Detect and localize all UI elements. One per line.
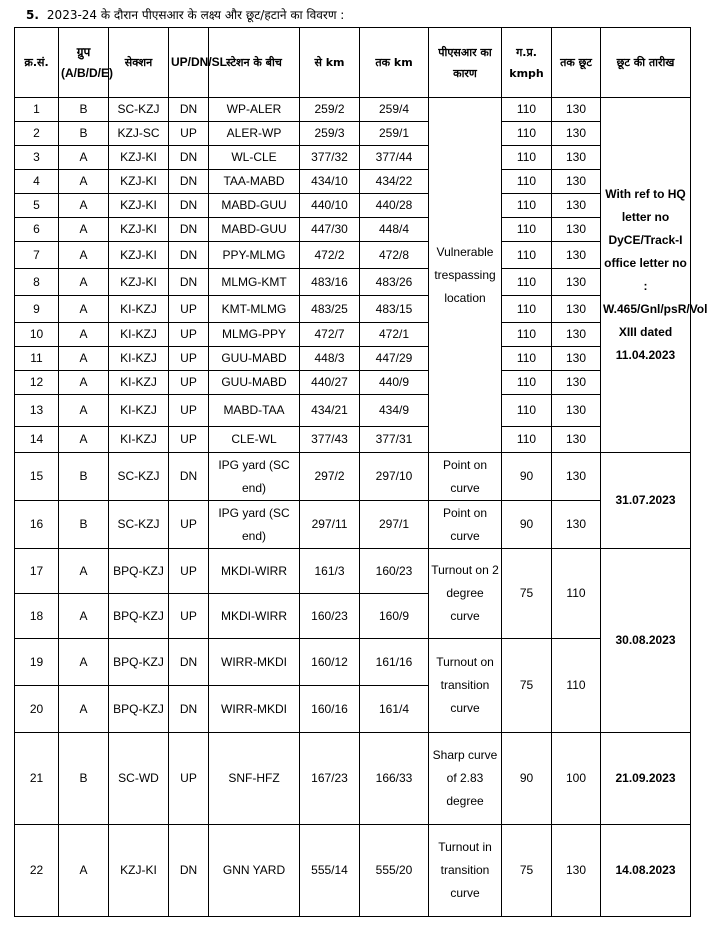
cell-to-km: 472/8: [360, 242, 429, 269]
cell-reason: Sharp curve of 2.83 degree: [429, 733, 502, 825]
header-speed: ग.प्र. kmph: [502, 28, 552, 98]
cell-direction: UP: [169, 122, 209, 146]
header-group: ग्रुप (A/B/D/E): [59, 28, 109, 98]
cell-group: A: [59, 395, 109, 427]
cell-stations: MABD-GUU: [209, 194, 300, 218]
table-body: [15, 98, 707, 917]
cell-stations: MLMG-PPY: [209, 323, 300, 347]
cell-direction: UP: [169, 371, 209, 395]
cell-direction: DN: [169, 453, 209, 501]
cell-direction: UP: [169, 296, 209, 323]
cell-to-km: 377/44: [360, 146, 429, 170]
cell-section: BPQ-KZJ: [109, 639, 169, 686]
cell-relax-date: 14.08.2023: [601, 825, 691, 917]
cell-stations: ALER-WP: [209, 122, 300, 146]
cell-section: SC-KZJ: [109, 453, 169, 501]
cell-stations: WL-CLE: [209, 146, 300, 170]
cell-serial: 12: [15, 371, 59, 395]
cell-direction: DN: [169, 170, 209, 194]
cell-stations: MABD-GUU: [209, 218, 300, 242]
cell-section: KZJ-KI: [109, 825, 169, 917]
cell-serial: 16: [15, 501, 59, 549]
cell-section: KZJ-KI: [109, 146, 169, 170]
cell-to-km: 297/10: [360, 453, 429, 501]
cell-reason: Point on curve: [429, 453, 502, 501]
table-row: [15, 427, 691, 453]
header-direction: UP/DN/SL: [169, 28, 209, 98]
header-relax-upto: तक छूट: [552, 28, 601, 98]
table-row: [15, 170, 691, 194]
cell-section: BPQ-KZJ: [109, 686, 169, 733]
cell-speed: 110: [502, 122, 552, 146]
cell-to-km: 555/20: [360, 825, 429, 917]
cell-section: SC-KZJ: [109, 501, 169, 549]
cell-section: KI-KZJ: [109, 296, 169, 323]
cell-group: A: [59, 296, 109, 323]
cell-to-km: 483/15: [360, 296, 429, 323]
header-row: [15, 28, 691, 98]
cell-direction: DN: [169, 218, 209, 242]
cell-group: A: [59, 194, 109, 218]
table-row: [15, 296, 691, 323]
cell-speed: 90: [502, 501, 552, 549]
cell-relax-date: 21.09.2023: [601, 733, 691, 825]
cell-to-km: 440/9: [360, 371, 429, 395]
cell-group: A: [59, 146, 109, 170]
cell-to-km: 297/1: [360, 501, 429, 549]
cell-speed: 110: [502, 194, 552, 218]
cell-relax-upto: 130: [552, 825, 601, 917]
cell-group: A: [59, 639, 109, 686]
table-row: [15, 242, 691, 269]
cell-group: A: [59, 371, 109, 395]
cell-from-km: 472/2: [300, 242, 360, 269]
cell-section: BPQ-KZJ: [109, 549, 169, 594]
cell-serial: 14: [15, 427, 59, 453]
cell-group: A: [59, 218, 109, 242]
cell-direction: UP: [169, 427, 209, 453]
cell-section: KI-KZJ: [109, 395, 169, 427]
cell-reason: Point on curve: [429, 501, 502, 549]
cell-to-km: 483/26: [360, 269, 429, 296]
cell-serial: 6: [15, 218, 59, 242]
cell-stations: WIRR-MKDI: [209, 639, 300, 686]
table-row: [15, 825, 691, 917]
cell-relax-upto: 130: [552, 170, 601, 194]
cell-relax-upto: 130: [552, 427, 601, 453]
cell-group: B: [59, 98, 109, 122]
cell-speed: 110: [502, 269, 552, 296]
cell-to-km: 447/29: [360, 347, 429, 371]
cell-stations: MKDI-WIRR: [209, 594, 300, 639]
cell-stations: MLMG-KMT: [209, 269, 300, 296]
cell-from-km: 297/2: [300, 453, 360, 501]
cell-serial: 18: [15, 594, 59, 639]
cell-section: KZJ-SC: [109, 122, 169, 146]
cell-group: A: [59, 427, 109, 453]
table-row: [15, 733, 691, 825]
cell-speed: 110: [502, 98, 552, 122]
cell-to-km: 377/31: [360, 427, 429, 453]
cell-relax-upto: 130: [552, 194, 601, 218]
cell-to-km: 434/22: [360, 170, 429, 194]
table-row: [15, 501, 691, 549]
cell-group: B: [59, 501, 109, 549]
cell-from-km: 167/23: [300, 733, 360, 825]
cell-direction: UP: [169, 323, 209, 347]
cell-serial: 3: [15, 146, 59, 170]
cell-serial: 1: [15, 98, 59, 122]
cell-group: A: [59, 323, 109, 347]
cell-relax-date: 30.08.2023: [601, 549, 691, 733]
cell-speed: 110: [502, 296, 552, 323]
cell-speed: 110: [502, 427, 552, 453]
table-row: [15, 453, 691, 501]
table-row: [15, 218, 691, 242]
table-row: [15, 323, 691, 347]
cell-from-km: 483/16: [300, 269, 360, 296]
cell-to-km: 166/33: [360, 733, 429, 825]
cell-stations: IPG yard (SC end): [209, 501, 300, 549]
cell-speed: 75: [502, 825, 552, 917]
cell-direction: DN: [169, 269, 209, 296]
table-row: [15, 269, 691, 296]
table-row: [15, 122, 691, 146]
cell-stations: SNF-HFZ: [209, 733, 300, 825]
cell-from-km: 440/27: [300, 371, 360, 395]
cell-relax-upto: 130: [552, 296, 601, 323]
cell-direction: UP: [169, 549, 209, 594]
cell-reason: Turnout in transition curve: [429, 825, 502, 917]
table-row: [15, 549, 691, 594]
cell-direction: DN: [169, 146, 209, 170]
cell-speed: 110: [502, 395, 552, 427]
cell-serial: 4: [15, 170, 59, 194]
cell-from-km: 259/3: [300, 122, 360, 146]
table-row: [15, 194, 691, 218]
cell-direction: DN: [169, 98, 209, 122]
cell-speed: 110: [502, 371, 552, 395]
cell-serial: 22: [15, 825, 59, 917]
cell-serial: 21: [15, 733, 59, 825]
cell-relax-upto: 100: [552, 733, 601, 825]
cell-serial: 20: [15, 686, 59, 733]
cell-speed: 75: [502, 549, 552, 639]
cell-serial: 17: [15, 549, 59, 594]
cell-stations: GUU-MABD: [209, 371, 300, 395]
cell-stations: GNN YARD: [209, 825, 300, 917]
cell-relax-upto: 130: [552, 98, 601, 122]
cell-section: SC-WD: [109, 733, 169, 825]
cell-group: A: [59, 269, 109, 296]
header-stations: स्टेशन के बीच: [209, 28, 300, 98]
section-title-text: 2023-24 के दौरान पीएसआर के लक्ष्य और छूट/हटाने का विवरण :: [46, 8, 345, 22]
cell-serial: 15: [15, 453, 59, 501]
cell-group: A: [59, 825, 109, 917]
cell-relax-upto: 130: [552, 323, 601, 347]
section-number: 5.: [26, 8, 39, 22]
table-row: [15, 98, 691, 122]
cell-speed: 110: [502, 242, 552, 269]
cell-stations: MABD-TAA: [209, 395, 300, 427]
cell-from-km: 297/11: [300, 501, 360, 549]
cell-stations: GUU-MABD: [209, 347, 300, 371]
cell-relax-upto: 130: [552, 501, 601, 549]
cell-serial: 19: [15, 639, 59, 686]
cell-from-km: 160/16: [300, 686, 360, 733]
cell-direction: UP: [169, 347, 209, 371]
cell-direction: DN: [169, 825, 209, 917]
cell-stations: KMT-MLMG: [209, 296, 300, 323]
header-relax-date: छूट की तारीख: [601, 28, 691, 98]
cell-to-km: 434/9: [360, 395, 429, 427]
cell-serial: 5: [15, 194, 59, 218]
cell-from-km: 160/12: [300, 639, 360, 686]
cell-group: A: [59, 686, 109, 733]
cell-stations: IPG yard (SC end): [209, 453, 300, 501]
cell-group: A: [59, 347, 109, 371]
cell-section: KI-KZJ: [109, 323, 169, 347]
cell-stations: PPY-MLMG: [209, 242, 300, 269]
cell-stations: MKDI-WIRR: [209, 549, 300, 594]
header-to-km: तक km: [360, 28, 429, 98]
cell-to-km: 440/28: [360, 194, 429, 218]
cell-speed: 110: [502, 170, 552, 194]
table-row: [15, 371, 691, 395]
cell-to-km: 161/16: [360, 639, 429, 686]
cell-relax-upto: 130: [552, 122, 601, 146]
cell-to-km: 259/1: [360, 122, 429, 146]
cell-section: BPQ-KZJ: [109, 594, 169, 639]
cell-section: KZJ-KI: [109, 170, 169, 194]
cell-relax-upto: 130: [552, 395, 601, 427]
cell-serial: 13: [15, 395, 59, 427]
cell-speed: 75: [502, 639, 552, 733]
cell-group: A: [59, 594, 109, 639]
cell-to-km: 472/1: [360, 323, 429, 347]
cell-relax-upto: 130: [552, 347, 601, 371]
psr-table: [14, 27, 707, 917]
cell-serial: 11: [15, 347, 59, 371]
cell-speed: 90: [502, 453, 552, 501]
cell-stations: TAA-MABD: [209, 170, 300, 194]
cell-speed: 90: [502, 733, 552, 825]
cell-group: A: [59, 549, 109, 594]
cell-serial: 9: [15, 296, 59, 323]
header-from-km: से km: [300, 28, 360, 98]
table-row: [15, 639, 691, 686]
cell-serial: 7: [15, 242, 59, 269]
cell-from-km: 377/43: [300, 427, 360, 453]
table-row: [15, 146, 691, 170]
cell-relax-upto: 130: [552, 242, 601, 269]
cell-direction: DN: [169, 242, 209, 269]
cell-direction: UP: [169, 733, 209, 825]
cell-direction: DN: [169, 686, 209, 733]
cell-serial: 2: [15, 122, 59, 146]
cell-relax-date: 31.07.2023: [601, 453, 691, 549]
cell-speed: 110: [502, 146, 552, 170]
cell-group: A: [59, 170, 109, 194]
cell-direction: UP: [169, 395, 209, 427]
cell-direction: UP: [169, 594, 209, 639]
cell-reason: Turnout on 2 degree curve: [429, 549, 502, 639]
table-row: [15, 347, 691, 371]
cell-section: SC-KZJ: [109, 98, 169, 122]
cell-to-km: 259/4: [360, 98, 429, 122]
cell-from-km: 259/2: [300, 98, 360, 122]
cell-from-km: 448/3: [300, 347, 360, 371]
cell-stations: WP-ALER: [209, 98, 300, 122]
cell-relax-upto: 130: [552, 218, 601, 242]
cell-from-km: 434/10: [300, 170, 360, 194]
cell-section: KZJ-KI: [109, 242, 169, 269]
cell-relax-date: With ref to HQ letter no DyCE/Track-I office letter no : W.465/Gnl/psR/Vol XIII dated 11.04.2023: [601, 98, 691, 453]
section-title: [26, 6, 344, 23]
cell-section: KI-KZJ: [109, 371, 169, 395]
cell-serial: 8: [15, 269, 59, 296]
cell-from-km: 434/21: [300, 395, 360, 427]
cell-to-km: 448/4: [360, 218, 429, 242]
cell-speed: 110: [502, 347, 552, 371]
cell-from-km: 472/7: [300, 323, 360, 347]
cell-from-km: 377/32: [300, 146, 360, 170]
header-serial: क्र.सं.: [15, 28, 59, 98]
cell-section: KZJ-KI: [109, 269, 169, 296]
cell-speed: 110: [502, 323, 552, 347]
cell-from-km: 483/25: [300, 296, 360, 323]
cell-from-km: 440/10: [300, 194, 360, 218]
cell-group: B: [59, 122, 109, 146]
cell-relax-upto: 130: [552, 371, 601, 395]
cell-to-km: 161/4: [360, 686, 429, 733]
cell-stations: CLE-WL: [209, 427, 300, 453]
cell-direction: UP: [169, 501, 209, 549]
cell-relax-upto: 110: [552, 549, 601, 639]
cell-relax-upto: 130: [552, 146, 601, 170]
cell-serial: 10: [15, 323, 59, 347]
cell-section: KI-KZJ: [109, 427, 169, 453]
cell-group: A: [59, 242, 109, 269]
header-section: सेक्शन: [109, 28, 169, 98]
cell-group: B: [59, 453, 109, 501]
cell-direction: DN: [169, 639, 209, 686]
cell-speed: 110: [502, 218, 552, 242]
cell-section: KZJ-KI: [109, 218, 169, 242]
cell-relax-upto: 110: [552, 639, 601, 733]
cell-from-km: 160/23: [300, 594, 360, 639]
cell-to-km: 160/23: [360, 549, 429, 594]
cell-section: KZJ-KI: [109, 194, 169, 218]
cell-relax-upto: 130: [552, 269, 601, 296]
table-row: [15, 395, 691, 427]
cell-direction: DN: [169, 194, 209, 218]
cell-section: KI-KZJ: [109, 347, 169, 371]
cell-from-km: 555/14: [300, 825, 360, 917]
cell-reason: Turnout on transition curve: [429, 639, 502, 733]
cell-reason: Vulnerable trespassing location: [429, 98, 502, 453]
header-reason: पीएसआर का कारण: [429, 28, 502, 98]
cell-to-km: 160/9: [360, 594, 429, 639]
cell-stations: WIRR-MKDI: [209, 686, 300, 733]
cell-group: B: [59, 733, 109, 825]
cell-relax-upto: 130: [552, 453, 601, 501]
cell-from-km: 161/3: [300, 549, 360, 594]
cell-from-km: 447/30: [300, 218, 360, 242]
